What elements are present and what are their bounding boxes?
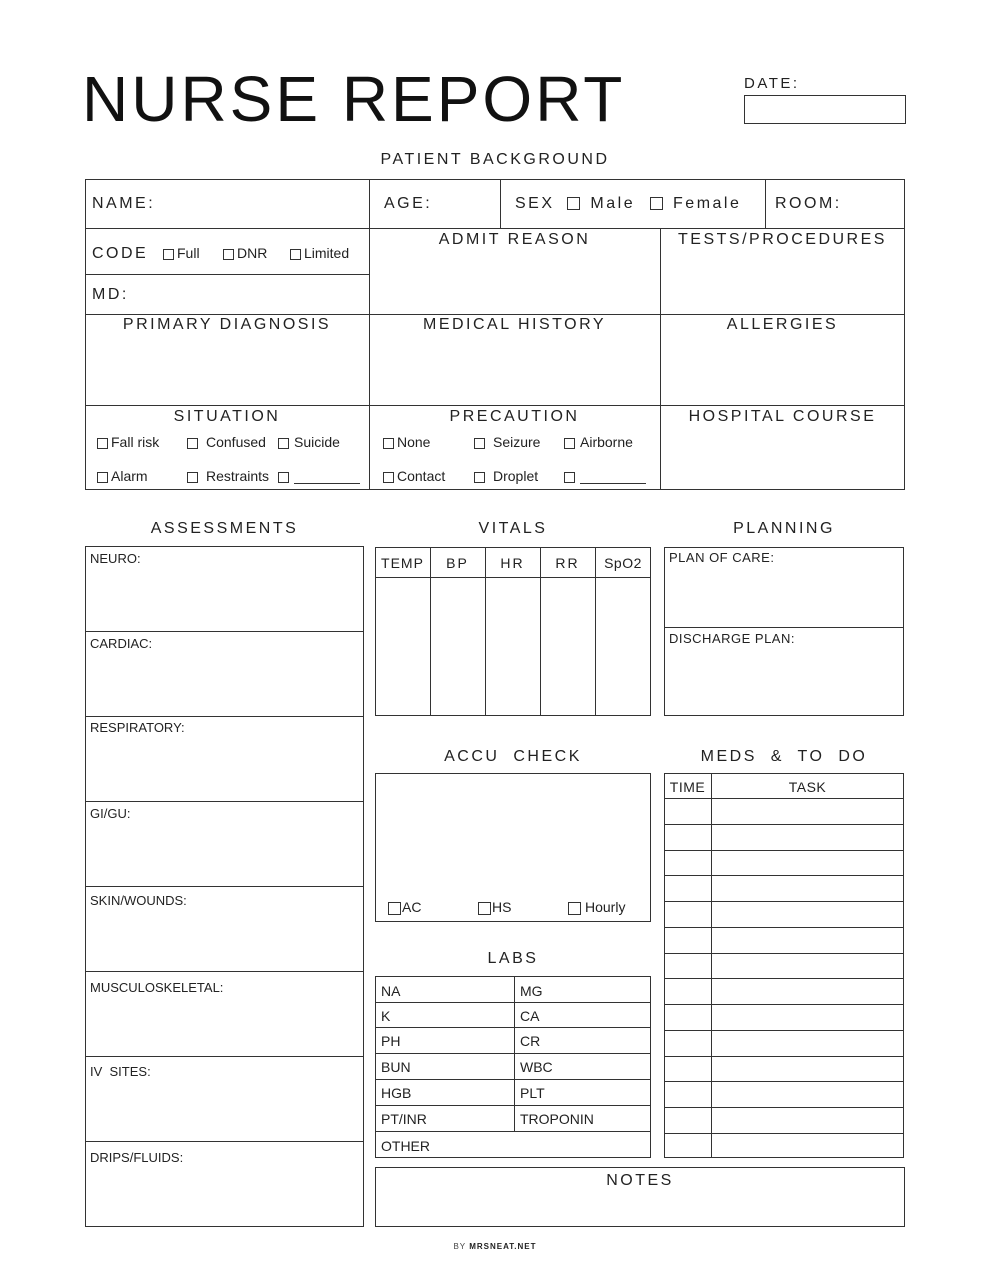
meds-title: MEDS & TO DO <box>700 748 868 765</box>
hospital-course-label: HOSPITAL COURSE <box>688 408 877 425</box>
vitals-title: VITALS <box>478 520 548 537</box>
date-field[interactable] <box>744 95 906 124</box>
meds-row-line <box>664 1107 904 1108</box>
assessment-gigu-label: GI/GU: <box>90 806 131 821</box>
vitals-rr-header: RR <box>555 555 580 571</box>
code-full-option[interactable]: Full <box>163 245 200 261</box>
meds-row-line <box>664 850 904 851</box>
accu-check-title: ACCU CHECK <box>444 748 582 765</box>
precaution-airborne[interactable]: Airborne <box>564 434 633 450</box>
assessments-title: ASSESSMENTS <box>150 520 299 537</box>
lab-other: OTHER <box>381 1138 430 1154</box>
room-label: ROOM: <box>775 195 842 212</box>
code-dnr-option[interactable]: DNR <box>223 245 267 261</box>
accu-ac-option[interactable]: AC <box>388 899 421 915</box>
meds-row-line <box>664 978 904 979</box>
assessment-skin-label: SKIN/WOUNDS: <box>90 893 187 908</box>
meds-time-header: TIME <box>669 779 706 795</box>
sex-female-label: Female <box>673 195 742 212</box>
date-label: DATE: <box>744 75 800 92</box>
footer-credit: BY MRSNEAT.NET <box>453 1242 537 1251</box>
lab-mg: MG <box>520 983 543 999</box>
code-label: CODE <box>92 245 149 262</box>
lab-k: K <box>381 1008 391 1024</box>
checkbox[interactable] <box>383 438 394 449</box>
sex-female-checkbox[interactable] <box>650 197 663 210</box>
meds-row-line <box>664 901 904 902</box>
situation-fall-risk[interactable]: Fall risk <box>97 434 159 450</box>
precaution-seizure[interactable]: Seizure <box>474 434 540 450</box>
checkbox[interactable] <box>187 472 198 483</box>
meds-row-line <box>664 798 904 799</box>
checkbox[interactable] <box>478 902 491 915</box>
meds-row-line <box>664 927 904 928</box>
assessment-neuro-label: NEURO: <box>90 551 141 566</box>
age-label: AGE: <box>384 195 433 212</box>
vitals-spo2-header: SpO2 <box>604 555 642 571</box>
assessment-drips-label: DRIPS/FLUIDS: <box>90 1150 184 1165</box>
precaution-none[interactable]: None <box>383 434 430 450</box>
assessment-cardiac-label: CARDIAC: <box>90 636 153 651</box>
code-dnr-checkbox[interactable] <box>223 249 234 260</box>
assessment-musculoskeletal-label: MUSCULOSKELETAL: <box>90 980 224 995</box>
meds-table <box>664 773 904 1158</box>
notes-title: NOTES <box>606 1172 674 1189</box>
checkbox[interactable] <box>383 472 394 483</box>
lab-ph: PH <box>381 1033 401 1049</box>
primary-diagnosis-label: PRIMARY DIAGNOSIS <box>122 316 332 333</box>
situation-restraints[interactable]: Restraints <box>187 468 269 484</box>
lab-bun: BUN <box>381 1059 411 1075</box>
sex-label: SEX <box>515 195 555 212</box>
planning-title: PLANNING <box>733 520 835 537</box>
blank-line[interactable] <box>580 482 646 484</box>
sex-male-checkbox[interactable] <box>567 197 580 210</box>
meds-row-line <box>664 1030 904 1031</box>
checkbox[interactable] <box>278 472 289 483</box>
tests-procedures-label: TESTS/PROCEDURES <box>678 231 887 248</box>
checkbox[interactable] <box>564 472 575 483</box>
checkbox[interactable] <box>278 438 289 449</box>
accu-hs-option[interactable]: HS <box>478 899 511 915</box>
admit-reason-label: ADMIT REASON <box>438 231 591 248</box>
meds-row-line <box>664 953 904 954</box>
allergies-label: ALLERGIES <box>726 316 839 333</box>
assessment-iv-sites-label: IV SITES: <box>90 1064 151 1079</box>
medical-history-label: MEDICAL HISTORY <box>422 316 606 333</box>
lab-ptinr: PT/INR <box>381 1111 427 1127</box>
situation-alarm[interactable]: Alarm <box>97 468 148 484</box>
meds-row-line <box>664 1056 904 1057</box>
situation-suicide[interactable]: Suicide <box>278 434 340 450</box>
meds-task-header: TASK <box>788 779 827 795</box>
code-limited-option[interactable]: Limited <box>290 245 349 261</box>
checkbox[interactable] <box>97 438 108 449</box>
meds-row-line <box>664 824 904 825</box>
blank-line[interactable] <box>294 482 360 484</box>
precaution-droplet[interactable]: Droplet <box>474 468 538 484</box>
checkbox[interactable] <box>474 472 485 483</box>
sex-field <box>515 195 741 213</box>
checkbox[interactable] <box>568 902 581 915</box>
lab-troponin: TROPONIN <box>520 1111 594 1127</box>
lab-na: NA <box>381 983 401 999</box>
labs-title: LABS <box>487 950 539 967</box>
code-limited-checkbox[interactable] <box>290 249 301 260</box>
vitals-hr-header: HR <box>500 555 525 571</box>
patient-background-title: PATIENT BACKGROUND <box>380 151 610 168</box>
name-label: NAME: <box>92 195 156 212</box>
plan-of-care-label: PLAN OF CARE: <box>669 550 775 565</box>
situation-label: SITUATION <box>173 408 281 425</box>
checkbox[interactable] <box>564 438 575 449</box>
vitals-bp-header: BP <box>446 555 469 571</box>
checkbox[interactable] <box>187 438 198 449</box>
vitals-table <box>375 547 651 716</box>
meds-row-line <box>664 875 904 876</box>
lab-ca: CA <box>520 1008 540 1024</box>
situation-confused[interactable]: Confused <box>187 434 266 450</box>
accu-hourly-option[interactable]: Hourly <box>568 899 625 915</box>
lab-hgb: HGB <box>381 1085 412 1101</box>
discharge-plan-label: DISCHARGE PLAN: <box>669 631 795 646</box>
meds-row-line <box>664 1133 904 1134</box>
vitals-temp-header: TEMP <box>381 555 424 571</box>
lab-cr: CR <box>520 1033 541 1049</box>
meds-row-line <box>664 1081 904 1082</box>
checkbox[interactable] <box>474 438 485 449</box>
sex-male-label: Male <box>590 195 636 212</box>
md-label: MD: <box>92 286 129 303</box>
checkbox[interactable] <box>97 472 108 483</box>
code-full-checkbox[interactable] <box>163 249 174 260</box>
lab-plt: PLT <box>520 1085 545 1101</box>
precaution-label: PRECAUTION <box>449 408 580 425</box>
situation-other[interactable] <box>278 468 360 484</box>
precaution-contact[interactable]: Contact <box>383 468 445 484</box>
meds-row-line <box>664 1004 904 1005</box>
assessment-respiratory-label: RESPIRATORY: <box>90 720 185 735</box>
lab-wbc: WBC <box>520 1059 553 1075</box>
precaution-other[interactable] <box>564 468 646 484</box>
page-title: NURSE REPORT <box>82 63 626 135</box>
checkbox[interactable] <box>388 902 401 915</box>
